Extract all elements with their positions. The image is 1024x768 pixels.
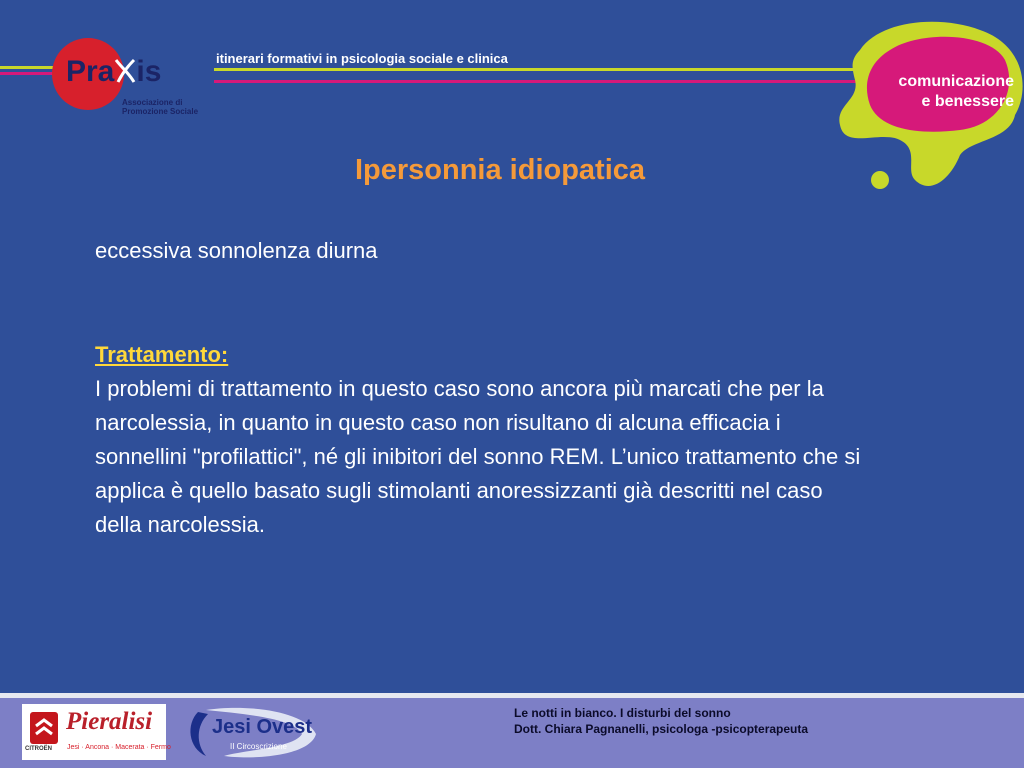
pieralisi-locations: Jesi · Ancona · Macerata · Fermo [67,744,171,751]
brand-text: comunicazione e benessere [898,73,1014,110]
slide-content [95,234,875,542]
citroen-label: CITROËN [25,746,52,752]
jesi-ovest-sub: II Circoscrizione [230,742,287,751]
footer-info-line1: Le notti in bianco. I disturbi del sonno [514,706,731,720]
logo-wordmark: Pra is [66,55,162,88]
body-text: I problemi di trattamento in questo caso sono ancora più marcati che per la narcolessia, in quanto in questo caso non risultano di alcuna efficacia i sonnellini "profilattici", né gli inibitori del sonno REM. L’unico trattamento che si applica è quello basato sugli stimolanti anoressizzanti già descritti nel caso della narcolessia. [95,376,861,537]
header-stripe-green [0,66,56,69]
header-tagline: itinerari formativi in psicologia sociale e clinica [216,51,508,66]
intro-text: eccessiva sonnolenza diurna [95,238,378,263]
logo-subtitle: Associazione di Promozione Sociale [122,98,199,116]
footer-info [514,705,808,737]
section-heading: Trattamento: [95,342,229,367]
jesi-ovest-wordmark: Jesi Ovest [212,716,313,738]
citroen-logo-icon [26,710,62,748]
header-stripe-magenta [0,72,56,75]
header-stripe-magenta-right [214,80,874,83]
logo-x-icon [114,58,136,84]
header-stripe-green-right [214,68,864,71]
praxis-logo [52,38,222,128]
footer-info-line2: Dott. Chiara Pagnanelli, psicologa -psicopterapeuta [514,722,809,736]
slide-title: Ipersonnia idiopatica [354,154,646,186]
pieralisi-wordmark: Pieralisi [66,708,153,735]
